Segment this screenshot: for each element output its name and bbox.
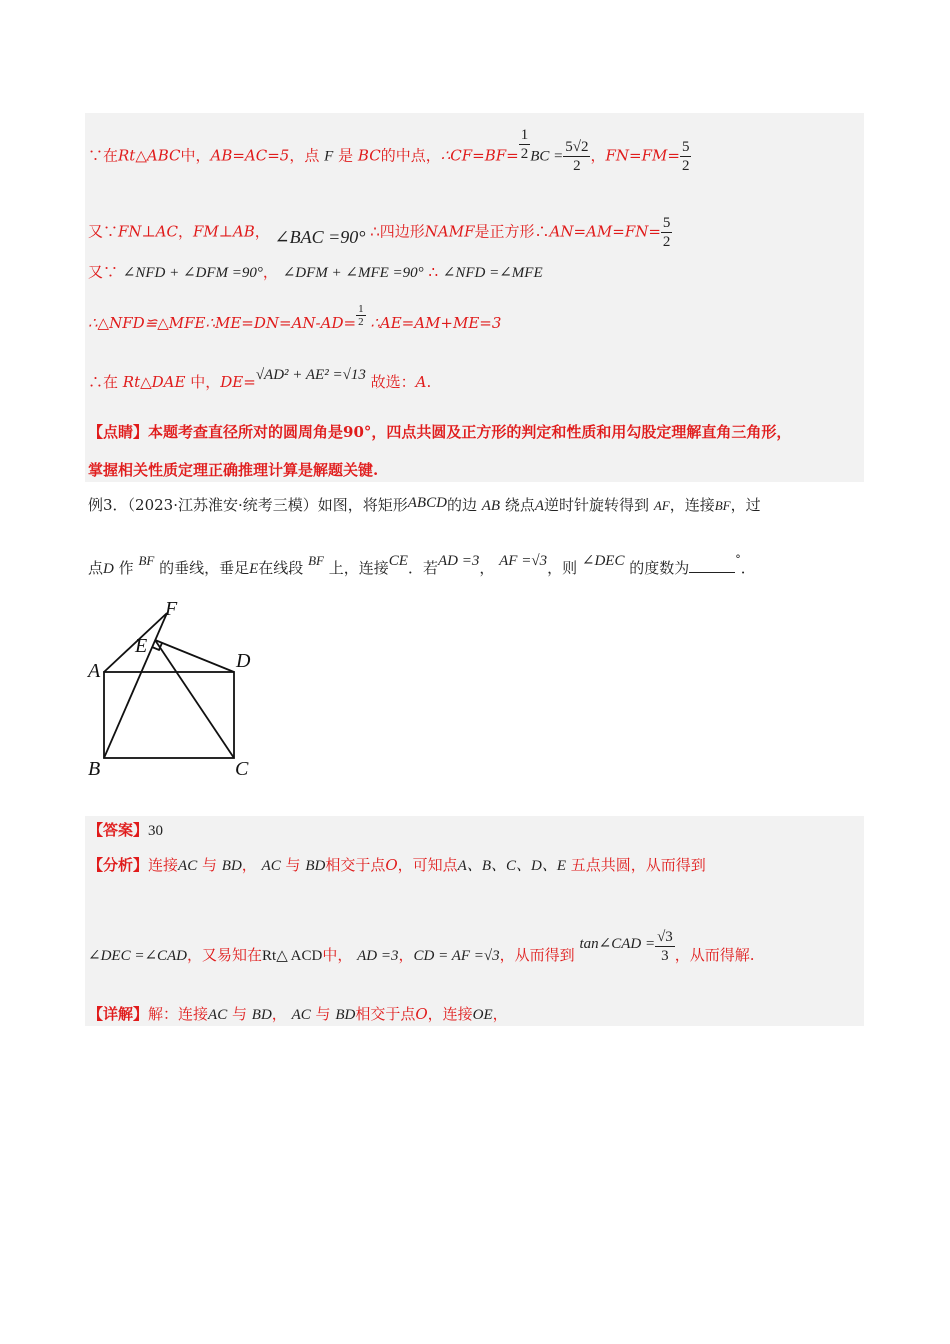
- math-text: A: [534, 498, 545, 514]
- math-text: Rt△ ACD: [262, 948, 323, 964]
- math-text: FN⊥AC: [118, 222, 178, 241]
- text: ，: [479, 559, 495, 577]
- math-text: ∴CF=BF=: [440, 146, 519, 165]
- text: 中，: [322, 946, 353, 964]
- text: 相交于点: [325, 856, 386, 874]
- math-text: BD: [305, 858, 326, 874]
- answer-value: 30: [148, 823, 164, 839]
- math-text: A、B、C、D、E: [457, 858, 566, 874]
- text: 例3．（2023·江苏淮安·统考三模）如图，将矩形: [88, 496, 408, 514]
- text: ∴四边形: [370, 222, 425, 241]
- text: 上，连接: [328, 559, 389, 577]
- fraction-numerator: 1: [520, 127, 529, 143]
- text: ，连接: [427, 1005, 473, 1023]
- text: 逆时针旋转得到: [544, 496, 650, 514]
- math-text: ABCD: [407, 495, 447, 511]
- answer-block: [85, 816, 864, 1026]
- math-text: E: [249, 561, 259, 577]
- text: ，可知点: [397, 856, 458, 874]
- fraction-numerator: 5: [662, 215, 671, 231]
- text: ∴在: [88, 373, 119, 391]
- text: 是: [338, 146, 354, 165]
- math-text: AF =√3: [499, 553, 548, 569]
- text: ，则: [547, 559, 578, 577]
- math-text: ∠NFD =∠MFE: [442, 265, 543, 281]
- math-text: BD: [251, 1007, 272, 1023]
- example-line-2: [88, 553, 756, 580]
- text: ，过: [730, 496, 761, 514]
- math-text: tan∠CAD =: [579, 936, 656, 952]
- text: 解：连接: [148, 1005, 209, 1023]
- tip-line-2: [88, 460, 378, 480]
- fraction: [519, 126, 531, 163]
- answer-line: [88, 820, 163, 841]
- fraction-denominator: 2: [358, 315, 364, 328]
- text: 与: [285, 856, 301, 874]
- math-text: BC =: [530, 148, 564, 165]
- math-text: ∠DFM + ∠MFE =90°: [282, 265, 424, 281]
- math-text: D: [103, 561, 114, 577]
- label-B: B: [88, 758, 101, 780]
- answer-blank: [689, 558, 735, 573]
- fraction-denominator: 2: [662, 234, 671, 250]
- text: ，从而得解.: [674, 946, 755, 964]
- math-text: ∠DEC: [581, 553, 625, 569]
- text: ，: [254, 222, 270, 241]
- label-D: D: [236, 650, 251, 672]
- fraction: [356, 303, 366, 328]
- fraction-numerator: 5√2: [565, 139, 589, 155]
- label-C: C: [235, 758, 249, 780]
- fraction-denominator: 2: [520, 146, 529, 162]
- math-text: Rt△DAE: [122, 373, 186, 391]
- math-text: AC: [208, 1007, 228, 1023]
- text: 又∵: [88, 222, 119, 241]
- example-line-1: [88, 495, 761, 516]
- fraction-denominator: 2: [573, 158, 581, 174]
- answer-label: 【答案】: [88, 821, 149, 839]
- math-text: CE: [388, 553, 408, 569]
- detail-label: 【详解】: [88, 1005, 149, 1023]
- text: 相交于点: [355, 1005, 416, 1023]
- analysis-label: 【分析】: [88, 856, 149, 874]
- math-text: AN=AM=FN=: [549, 222, 661, 241]
- text: 又∵: [88, 263, 119, 281]
- text: 的垂线，垂足: [159, 559, 250, 577]
- text: ，: [398, 946, 414, 964]
- math-text: AB=AC=5: [210, 146, 290, 165]
- math-text: FM⊥AB: [192, 222, 255, 241]
- math-text: AD =3: [357, 948, 399, 964]
- text: 与: [231, 1005, 247, 1023]
- text: ，连接: [669, 496, 715, 514]
- math-text: AD =3: [437, 553, 480, 569]
- math-text: BF: [138, 553, 155, 568]
- math-text: ∴AE=AM+ME=3: [370, 314, 502, 332]
- text: ，: [262, 263, 278, 281]
- segment-DE: [155, 640, 234, 672]
- text: 的边: [446, 496, 477, 514]
- text: ，从而得到: [499, 946, 575, 964]
- tip-text: 掌握相关性质定理正确推理计算是解题关键.: [88, 461, 379, 479]
- math-text: O: [385, 856, 398, 874]
- tip-label: 【点睛】: [88, 423, 149, 441]
- text: ．若: [407, 559, 438, 577]
- math-text: BF: [714, 498, 731, 513]
- math-text: AC: [178, 858, 198, 874]
- text: 绕点: [504, 496, 535, 514]
- math-text: AC: [261, 858, 281, 874]
- math-text: ∠DEC =∠CAD: [88, 948, 188, 964]
- fraction-denominator: 3: [661, 947, 669, 964]
- text: ∵在: [88, 146, 119, 165]
- text: ，: [177, 222, 193, 241]
- analysis-line-1: [88, 855, 706, 876]
- math-text: O: [415, 1005, 428, 1023]
- text: ，: [241, 856, 257, 874]
- math-text: FN=FM=: [605, 146, 680, 165]
- math-text: A: [415, 373, 427, 391]
- geometry-figure: [80, 595, 280, 785]
- tip-line-1: [88, 422, 791, 442]
- solution-line-5: [88, 367, 432, 393]
- text: 在线段: [258, 559, 304, 577]
- math-text: BD: [221, 858, 242, 874]
- text: ，: [492, 1005, 508, 1023]
- fraction: [680, 138, 692, 175]
- text: 的中点，: [380, 146, 441, 165]
- math-text: BF: [308, 553, 324, 568]
- math-text: Rt△ABC: [118, 146, 181, 165]
- fraction-denominator: 2: [681, 158, 690, 174]
- text: 故选：: [370, 373, 416, 391]
- math-text: DE=: [220, 373, 256, 391]
- text: 连接: [148, 856, 179, 874]
- solution-line-2: [88, 214, 672, 251]
- text: 的度数为: [629, 559, 690, 577]
- math-text: ∴△NFD≌△MFE∴ME=DN=AN-AD=: [88, 314, 357, 332]
- text: ∴: [428, 263, 438, 281]
- text: ，: [590, 146, 606, 165]
- text: ，又易知在: [187, 946, 263, 964]
- math-text: ∠NFD + ∠DFM =90°: [122, 265, 263, 281]
- degree-mark: °: [735, 553, 741, 566]
- math-text: √AD² + AE² =√13: [255, 367, 366, 383]
- text: ，: [271, 1005, 287, 1023]
- math-text: BC: [357, 146, 381, 165]
- segment-CE: [155, 640, 234, 758]
- math-text: NAMF: [424, 222, 475, 241]
- text: 中，: [190, 373, 221, 391]
- math-text: CD = AF =√3: [413, 948, 500, 964]
- text: ，点: [289, 146, 320, 165]
- fraction-numerator: √3: [657, 928, 673, 945]
- math-text: BD: [335, 1007, 356, 1023]
- math-text: OE: [472, 1007, 493, 1023]
- solution-line-1: [88, 127, 691, 175]
- tip-text: 本题考查直径所对的圆周角是90°，四点共圆及正方形的判定和性质和用勾股定理解直角三角形，: [148, 423, 792, 441]
- label-A: A: [88, 660, 101, 682]
- math-text: F: [324, 148, 334, 165]
- label-F: F: [165, 598, 178, 620]
- fraction: [661, 214, 673, 251]
- text: .: [426, 373, 432, 391]
- fraction: [655, 928, 675, 965]
- solution-line-3: [88, 262, 543, 283]
- text: 是正方形∴: [474, 222, 550, 241]
- text: 中，: [180, 146, 211, 165]
- fraction-numerator: 1: [358, 302, 364, 315]
- text: 与: [315, 1005, 331, 1023]
- math-text: ∠BAC =90°: [274, 226, 366, 247]
- text: 点: [88, 559, 104, 577]
- math-text: AC: [291, 1007, 311, 1023]
- text: 作: [118, 559, 134, 577]
- text: 五点共圆，从而得到: [570, 856, 706, 874]
- detail-line: [88, 1004, 508, 1025]
- text: ．: [740, 559, 756, 577]
- fraction-numerator: 5: [681, 139, 690, 155]
- label-E: E: [135, 635, 148, 657]
- solution-line-4: [88, 302, 502, 333]
- text: 与: [201, 856, 217, 874]
- math-text: AF: [653, 498, 670, 513]
- analysis-line-2: [88, 928, 755, 966]
- fraction: [563, 138, 590, 175]
- math-text: AB: [481, 498, 501, 514]
